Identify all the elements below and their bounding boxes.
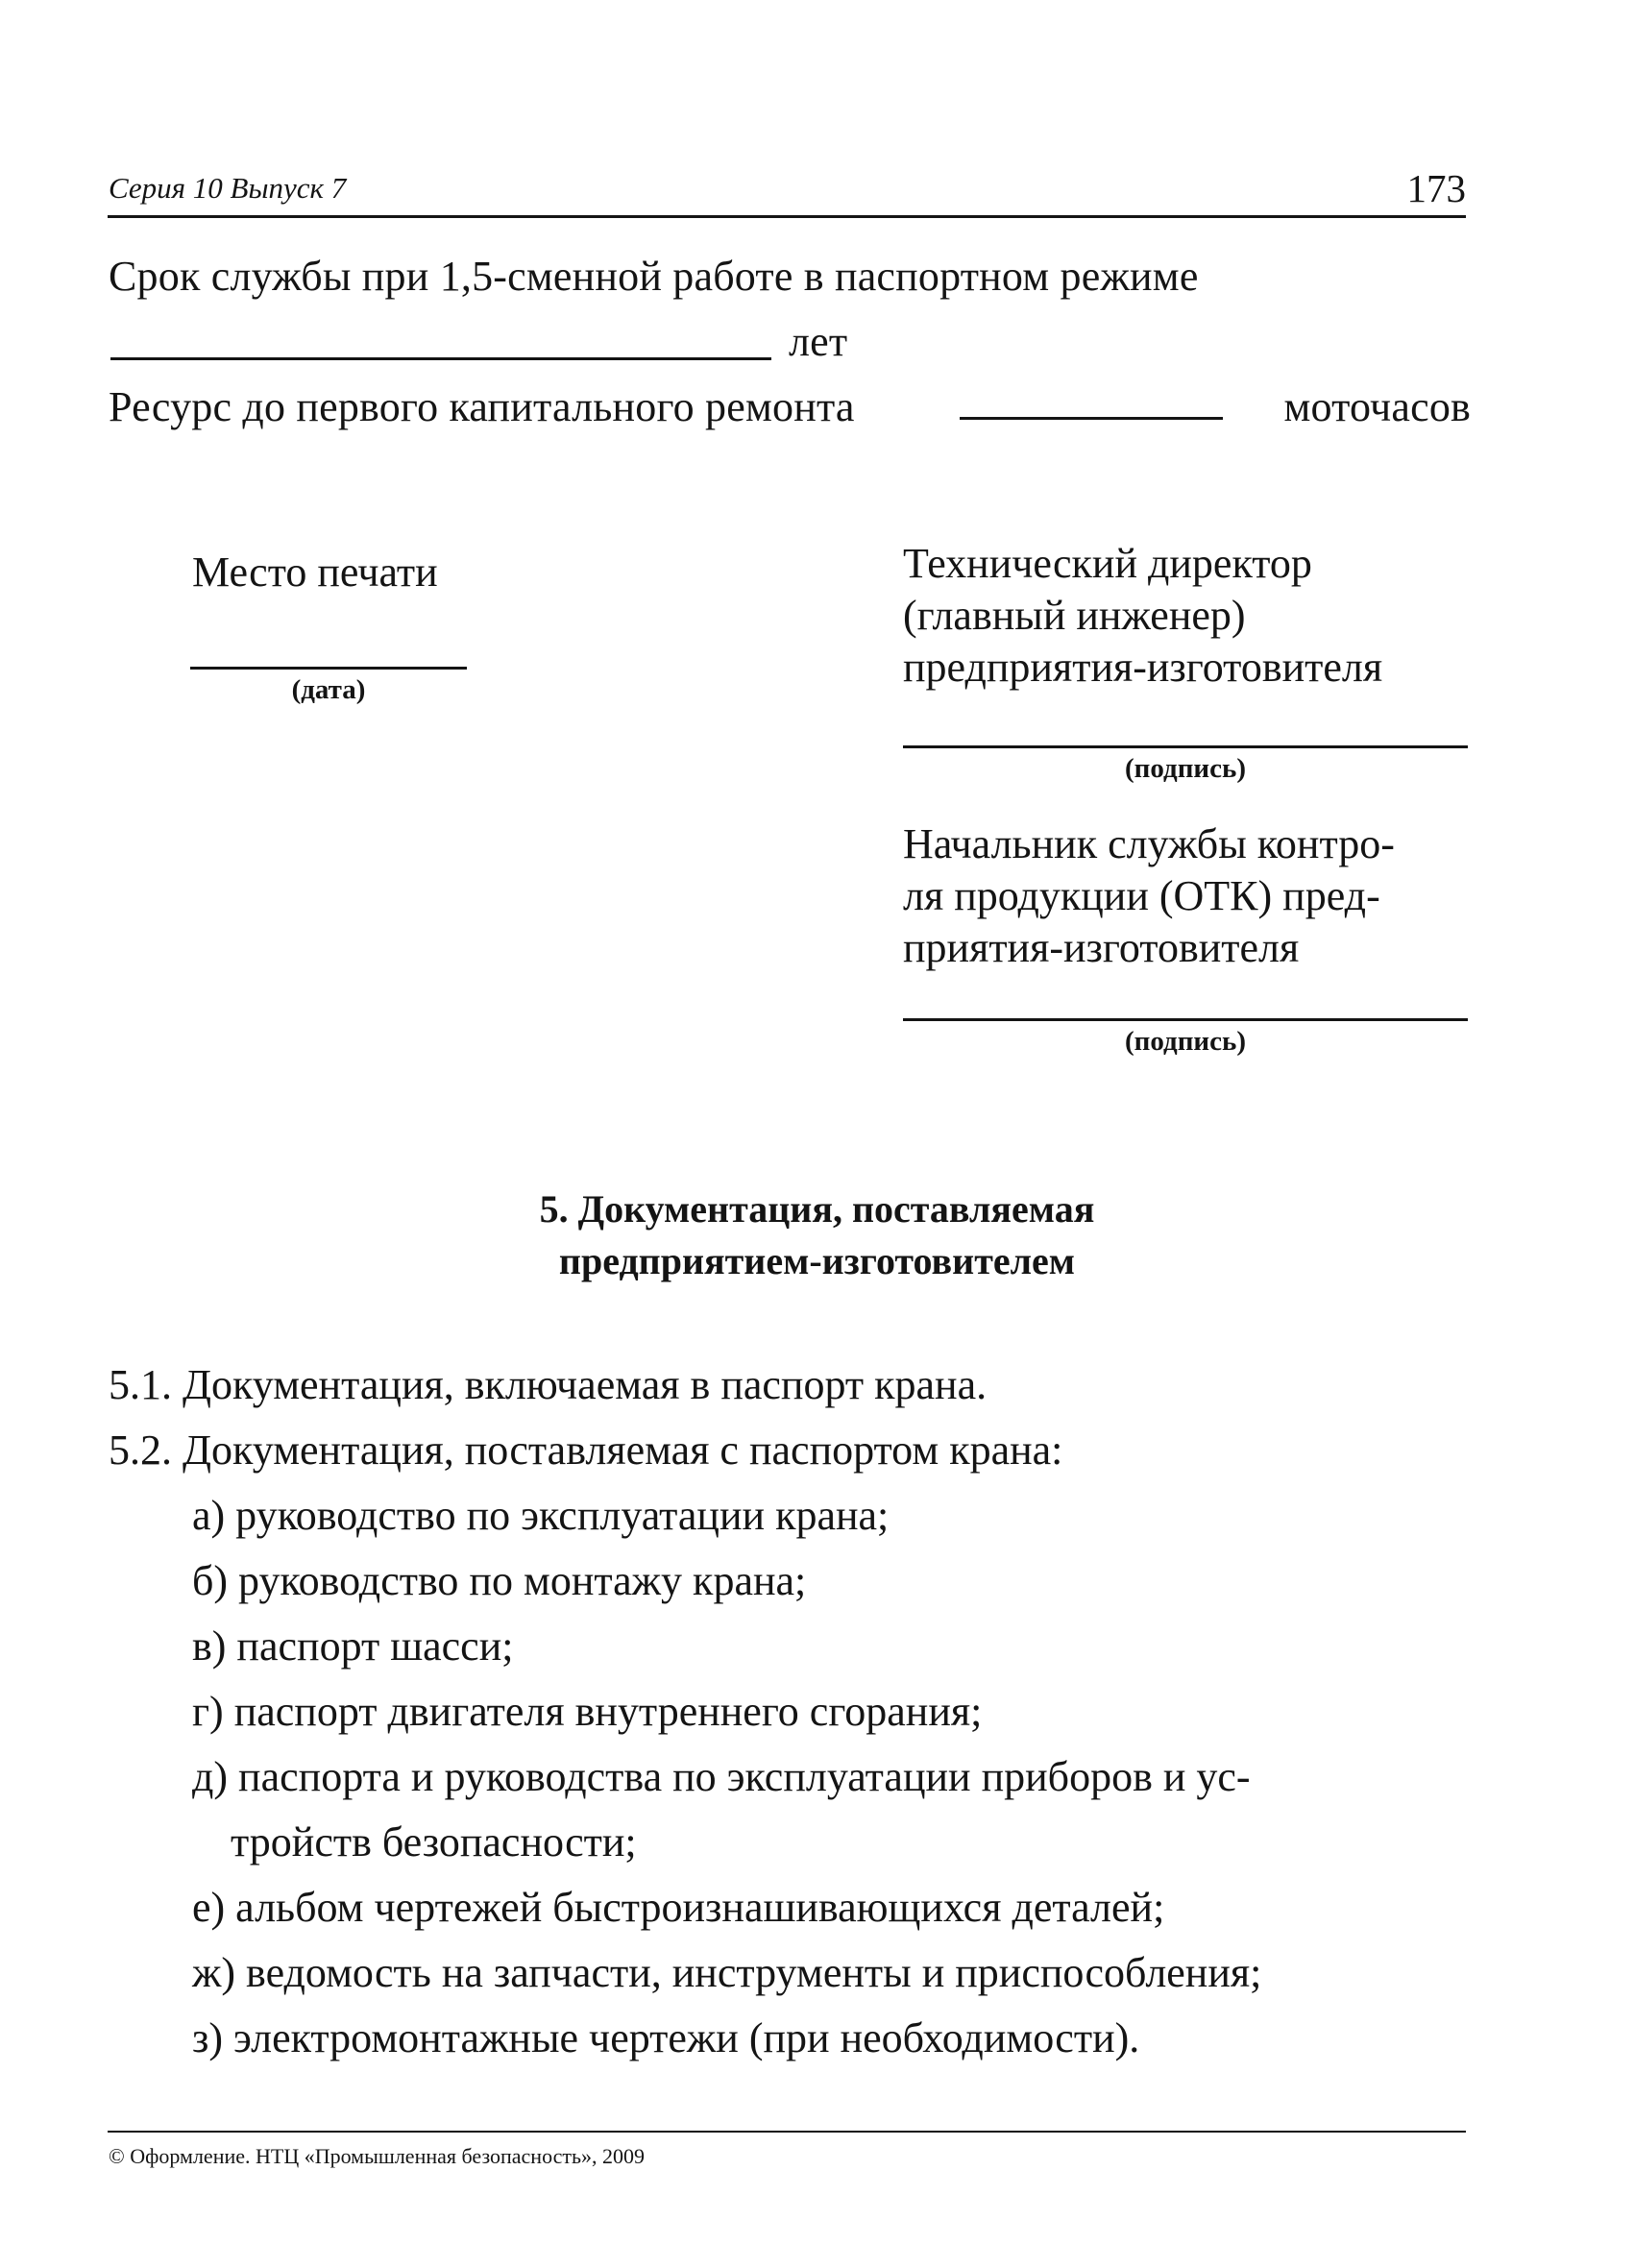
header-divider: [108, 215, 1466, 218]
signature-line: [903, 745, 1468, 748]
section-title: [0, 1183, 1634, 1287]
tech-director-line: (главный инженер): [903, 592, 1246, 639]
tech-director-title: [903, 538, 1470, 694]
list-item-5-1: 5.1. Документация, включаемая в паспорт крана.: [109, 1361, 988, 1408]
footer-copyright: © Оформление. НТЦ «Промышленная безопасность», 2009: [109, 2144, 646, 2168]
sub-item-b: б) руководство по монтажу крана;: [192, 1557, 807, 1604]
section-title-line: предприятием-изготовителем: [558, 1239, 1076, 1282]
otk-head-line: ля продукции (ОТК) пред-: [903, 872, 1380, 919]
sub-item-a: а) руководство по эксплуатации крана;: [192, 1492, 890, 1539]
resource-unit: моточасов: [1283, 383, 1471, 430]
signature-line: [903, 1018, 1468, 1021]
running-header-series: Серия 10 Выпуск 7: [109, 171, 347, 205]
years-unit: лет: [789, 318, 848, 365]
service-life-blank: [110, 357, 771, 360]
tech-director-line: предприятия-изготовителя: [903, 644, 1383, 691]
otk-head-line: Начальник службы контро-: [903, 820, 1395, 867]
sub-item-zh: ж) ведомость на запчасти, инструменты и приспособления;: [192, 1949, 1262, 1996]
sub-item-g: г) паспорт двигателя внутреннего сгорания;: [192, 1688, 983, 1735]
page-number: 173: [1406, 166, 1466, 210]
list-item-5-2: 5.2. Документация, поставляемая с паспортом крана:: [109, 1427, 1063, 1474]
resource-field: [109, 382, 1471, 440]
otk-head-line: приятия-изготовителя: [903, 924, 1300, 971]
otk-head-title: [903, 818, 1470, 974]
tech-director-line: Технический директор: [903, 540, 1312, 587]
service-life-field: [109, 317, 1473, 375]
sub-item-z: з) электромонтажные чертежи (при необходимости).: [192, 2014, 1140, 2061]
signature-caption: (подпись): [1125, 753, 1246, 784]
date-caption: (дата): [291, 674, 366, 705]
sub-item-v: в) паспорт шасси;: [192, 1622, 514, 1670]
resource-blank: [960, 417, 1223, 420]
sub-item-d: д) паспорта и руководства по эксплуатации приборов и ус-: [192, 1753, 1251, 1800]
signature-caption: (подпись): [1125, 1026, 1246, 1057]
service-life-label: Срок службы при 1,5-сменной работе в паспортном режиме: [109, 253, 1199, 300]
seal-place-label: Место печати: [192, 549, 438, 596]
resource-label: Ресурс до первого капитального ремонта: [109, 383, 855, 430]
sub-item-d-continuation: тройств безопасности;: [231, 1818, 637, 1866]
date-line: [190, 667, 467, 670]
footer-divider: [108, 2131, 1466, 2133]
section-title-line: 5. Документация, поставляемая: [539, 1187, 1095, 1231]
sub-item-e: е) альбом чертежей быстроизнашивающихся деталей;: [192, 1884, 1165, 1931]
